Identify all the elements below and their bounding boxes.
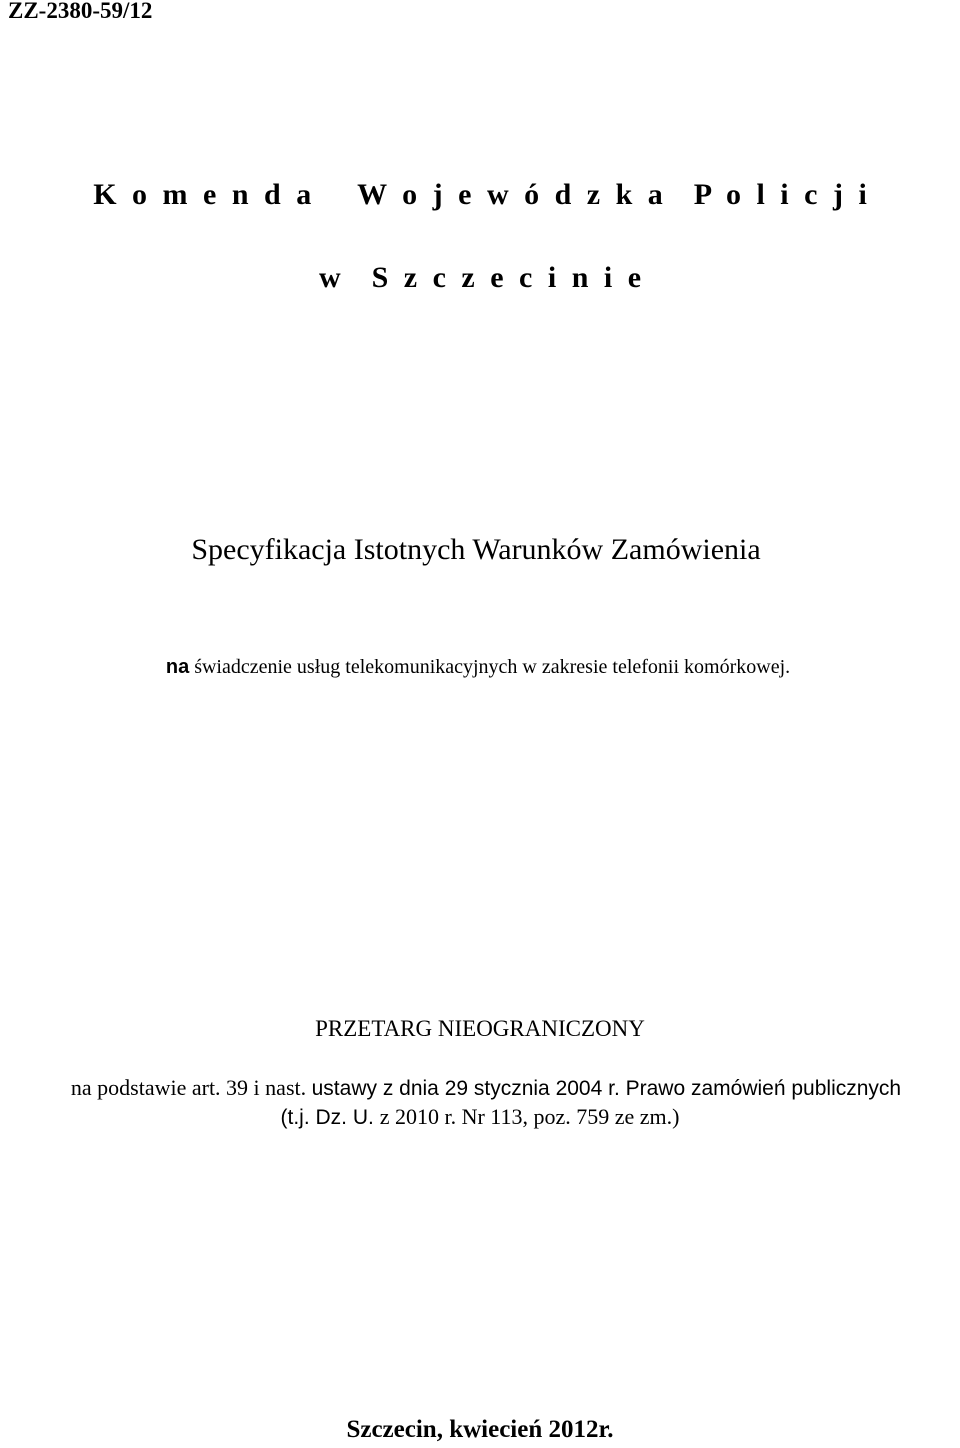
organization-city: w S z c z e c i n i e — [318, 261, 642, 294]
subject-text: świadczenie usług telekomunikacyjnych w zakresie telefonii komórkowej. — [189, 656, 791, 678]
organization-name: K o m e n d a W o j e w ó d z k a P o l i c j i — [93, 178, 867, 211]
legal-basis-line-1 — [6, 1075, 960, 1101]
legal-basis-part-2: ustawy z dnia 29 stycznia 2004 r. Prawo zamówień publicznych — [311, 1077, 902, 1100]
legal-basis-line-2 — [0, 1104, 960, 1130]
procedure-type: PRZETARG NIEOGRANICZONY — [315, 1016, 645, 1041]
legal-basis-part-4: z 2010 r. Nr 113, poz. 759 ze zm.) — [379, 1104, 680, 1129]
reference-number: ZZ-2380-59/12 — [8, 0, 153, 23]
document-title: Specyfikacja Istotnych Warunków Zamówienia — [191, 533, 761, 566]
subject-prefix: na — [165, 656, 190, 678]
legal-basis-part-3: (t.j. Dz. U. — [280, 1106, 380, 1129]
document-subject — [0, 656, 958, 679]
legal-basis-part-1: na podstawie art. 39 i nast. — [70, 1075, 312, 1100]
place-and-date: Szczecin, kwiecień 2012r. — [346, 1416, 614, 1443]
